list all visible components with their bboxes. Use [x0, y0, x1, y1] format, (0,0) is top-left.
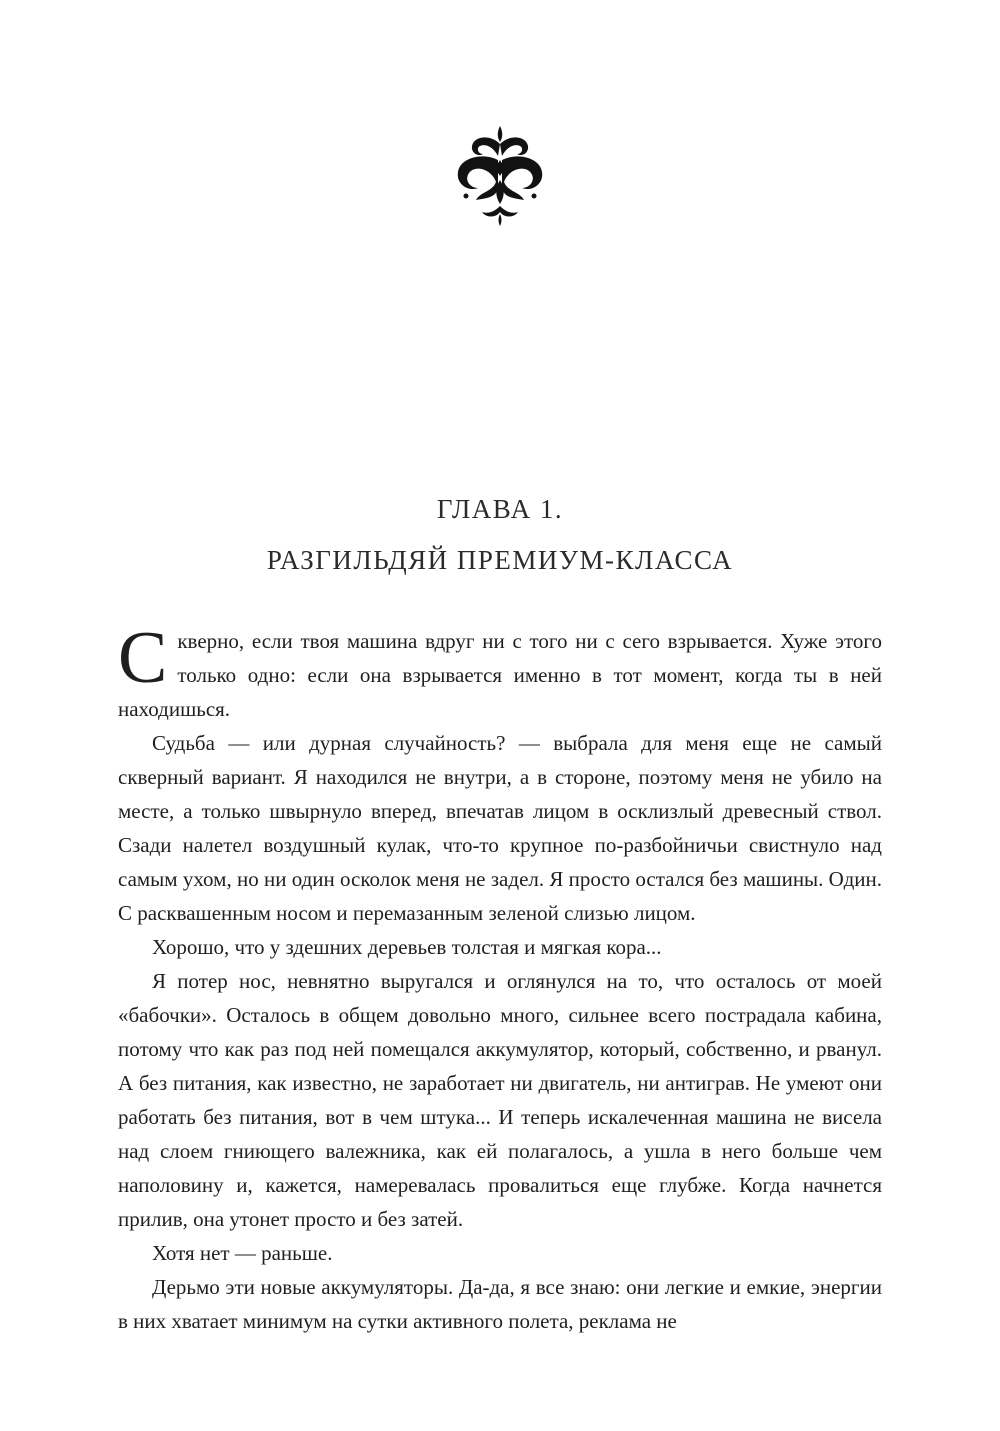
chapter-title-line2: РАЗГИЛЬДЯЙ ПРЕМИУМ-КЛАССА: [266, 545, 734, 575]
paragraph-first-text: кверно, если твоя машина вдруг ни с того ни с сего взрывается. Хуже этого только одно: если она взрывается именно в тот момент, когда ты в ней находишься.: [118, 629, 882, 721]
chapter-title: [0, 484, 1000, 586]
chapter-ornament-icon: [452, 126, 548, 226]
chapter-title-line1: ГЛАВА 1.: [436, 494, 564, 524]
paragraph: Хорошо, что у здешних деревьев толстая и мягкая кора...: [152, 935, 662, 959]
paragraph: Хотя нет — раньше.: [152, 1241, 333, 1265]
chapter-body: [118, 617, 882, 1338]
paragraph: Дерьмо эти новые аккумуляторы. Да-да, я все знаю: они легкие и емкие, энергии в них хватает минимум на сутки активного полета, реклама не: [118, 1275, 882, 1333]
paragraph: Я потер нос, невнятно выругался и оглянулся на то, что осталось от моей «бабочки». Осталось в общем довольно много, сильнее всего пострадала кабина, потому что как раз под ней помещался аккумулятор, который, собственно, и рванул. А без питания, как известно, не заработает ни двигатель, ни антиграв. Не умеют они работать без питания, вот в чем штука... И теперь искалеченная машина не висела над слоем гниющего валежника, как ей полагалось, а ушла в него больше чем наполовину и, кажется, намеревалась провалиться еще глубже. Когда начнется прилив, она утонет просто и без затей.: [118, 969, 882, 1231]
drop-cap: С: [118, 617, 168, 699]
paragraph-first: [118, 617, 882, 726]
paragraph: Судьба — или дурная случайность? — выбрала для меня еще не самый скверный вариант. Я находился не внутри, а в стороне, поэтому меня не убило на месте, а только швырнуло вперед, впечатав лицом в осклизлый древесный ствол. Сзади налетел воздушный кулак, что-то крупное по-разбойничьи свистнуло над самым ухом, но ни один осколок меня не задел. Я просто остался без машины. Один. С расквашенным носом и перемазанным зеленой слизью лицом.: [118, 731, 882, 925]
